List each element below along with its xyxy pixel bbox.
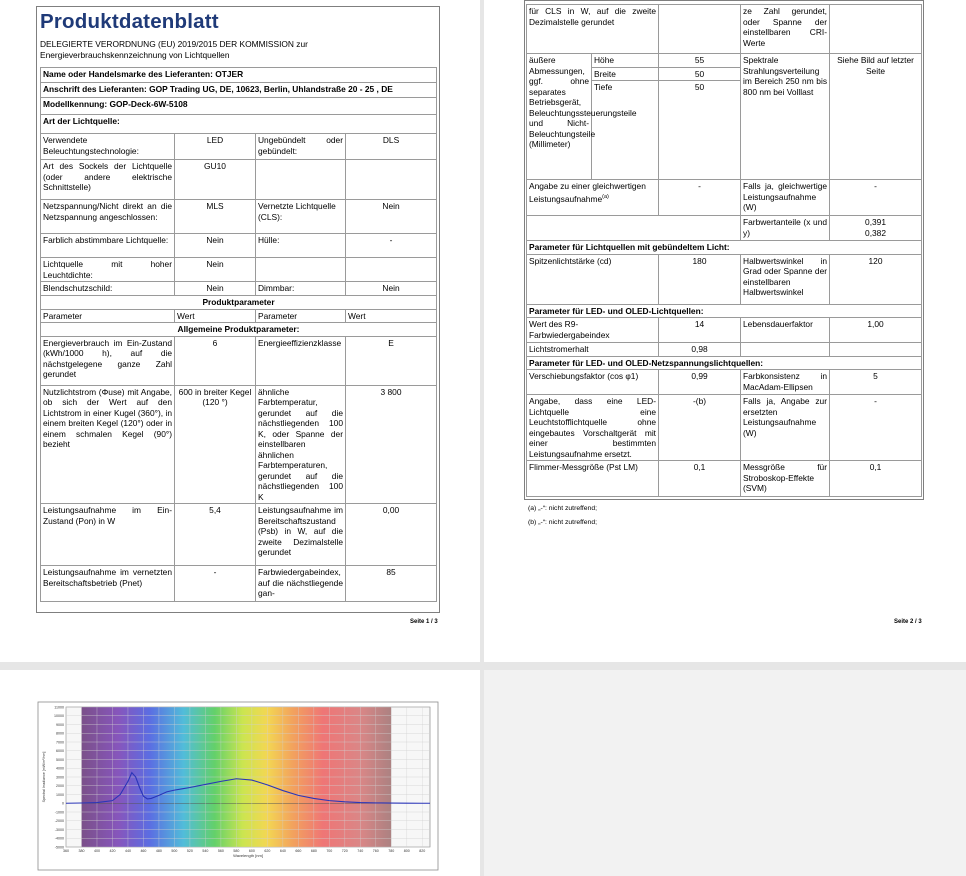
equivalent-watt-label: Falls ja, gleichwertige Leistungsaufnahme (W)	[741, 180, 830, 216]
footnote-b: (b) „-“: nicht zutreffend;	[528, 519, 598, 526]
x-tick-label: 420	[109, 849, 116, 853]
x-tick-label: 800	[403, 849, 410, 853]
anti-glare-label: Blendschutzschild:	[41, 282, 175, 296]
x-tick-label: 360	[63, 849, 69, 853]
y-tick-label: -3000	[54, 827, 64, 832]
directional-params-header: Parameter für Lichtquellen mit gebündeltem Licht:	[527, 241, 922, 255]
supplier-name: Name oder Handelsmarke des Lieferanten: OTJER	[41, 68, 437, 83]
networked-standby-label: Leistungsaufnahme im vernetzten Bereitschaftsbetrieb (Pnet)	[41, 566, 175, 602]
peak-intensity-value: 180	[659, 254, 741, 304]
x-tick-label: 820	[419, 849, 426, 853]
x-tick-label: 620	[264, 849, 271, 853]
y-tick-label: -1000	[54, 810, 64, 815]
dimensions-label: äußere Abmessungen, ggf. ohne separates Betriebsgerät, Beleuchtungssteuerungsteile und Nicht-Beleuchtungsteile (Millimeter)	[527, 54, 592, 180]
x-tick-label: 640	[279, 849, 286, 853]
survival-factor-label: Lebensdauerfaktor	[741, 318, 830, 343]
chromaticity-x: 0,391	[865, 217, 886, 227]
height-value: 55	[659, 54, 741, 68]
on-mode-power-value: 5,4	[175, 504, 256, 566]
product-parameters-header: Produktparameter	[41, 296, 437, 310]
x-tick-label: 780	[388, 849, 395, 853]
anti-glare-value: Nein	[175, 282, 256, 296]
dimmable-value: Nein	[346, 282, 437, 296]
x-tick-label: 480	[155, 849, 162, 853]
chromaticity-y: 0,382	[865, 227, 886, 238]
x-tick-label: 540	[202, 849, 209, 853]
tunable-label: Farblich abstimmbare Lichtquelle:	[41, 234, 175, 258]
stroboscopic-value: 0,1	[830, 461, 922, 497]
energy-consumption-value: 6	[175, 336, 256, 385]
y-tick-label: 6000	[56, 749, 64, 754]
fluorescent-replacement-label: Angabe, dass eine LED-Lichtquelle eine Leuchtstofflichtquelle ohne eingebautes Vorschaltgerät mit einer bestimmten Leistungsaufnahme ersetzt.	[527, 395, 659, 461]
x-tick-label: 720	[341, 849, 348, 853]
spectral-label: Spektrale Strahlungsverteilung im Bereich 250 nm bis 800 nm bei Volllast	[741, 54, 830, 180]
depth-label: Tiefe	[592, 81, 659, 180]
column-parameter-1: Parameter	[41, 309, 175, 323]
colour-consistency-value: 5	[830, 370, 922, 395]
survival-factor-value: 1,00	[830, 318, 922, 343]
dimmable-label: Dimmbar:	[256, 282, 346, 296]
directional-value: DLS	[346, 134, 437, 160]
x-tick-label: 520	[186, 849, 193, 853]
stroboscopic-label: Messgröße für Stroboskop-Effekte (SVM)	[741, 461, 830, 497]
flicker-label: Flimmer-Messgröße (Pst LM)	[527, 461, 659, 497]
chromaticity-label: Farbwertanteile (x und y)	[741, 216, 830, 241]
supplier-address: Anschrift des Lieferanten: GOP Trading UG, DE, 10623, Berlin, Uhlandstraße 20 - 25 , DE	[41, 83, 437, 98]
y-tick-label: 0	[62, 801, 64, 806]
energy-class-value: E	[346, 336, 437, 385]
lumen-maintenance-label: Lichtstromerhalt	[527, 343, 659, 357]
height-label: Höhe	[592, 54, 659, 68]
y-tick-label: -4000	[54, 836, 64, 841]
standby-power-label: Leistungsaufnahme im Bereitschaftszustand (Psb) in W, auf die zweite Dezimalstelle gerundet	[256, 504, 346, 566]
column-value-2: Wert	[346, 309, 437, 323]
x-tick-label: 380	[78, 849, 85, 853]
cri-value: 85	[346, 566, 437, 602]
networked-standby-value: -	[175, 566, 256, 602]
document-title: Produktdatenblatt	[40, 10, 219, 33]
r9-value: 14	[659, 318, 741, 343]
connected-label: Vernetzte Lichtquelle (CLS):	[256, 200, 346, 234]
useful-flux-value: 600 in breiter Kegel (120 °)	[175, 385, 256, 504]
cri-label: Farbwiedergabeindex, auf die nächstliegende gan-	[256, 566, 346, 602]
y-tick-label: 4000	[56, 766, 64, 771]
led-params-header: Parameter für LED- und OLED-Lichtquellen:	[527, 304, 922, 318]
x-tick-label: 460	[140, 849, 147, 853]
x-tick-label: 760	[372, 849, 379, 853]
column-value-1: Wert	[175, 309, 256, 323]
high-luminance-label: Lichtquelle mit hoher Leuchtdichte:	[41, 258, 175, 282]
x-tick-label: 440	[124, 849, 131, 853]
y-tick-label: -5000	[54, 845, 64, 850]
lighting-technology-label: Verwendete Beleuchtungstechnologie:	[41, 134, 175, 160]
light-source-type-header: Art der Lichtquelle:	[41, 115, 437, 134]
chromaticity-value	[830, 216, 922, 241]
lumen-maintenance-value: 0,98	[659, 343, 741, 357]
mains-led-params-header: Parameter für LED- und OLED-Netzspannungslichtquellen:	[527, 356, 922, 370]
equivalent-watt-value: -	[830, 180, 922, 216]
x-tick-label: 700	[326, 849, 333, 853]
y-tick-label: 7000	[56, 740, 64, 745]
x-tick-label: 500	[171, 849, 178, 853]
beam-angle-label: Halbwertswinkel in Grad oder Spanne der einstellbaren Halbwertswinkel	[741, 254, 830, 304]
flicker-value: 0,1	[659, 461, 741, 497]
standby-power-value: 0,00	[346, 504, 437, 566]
mains-value: MLS	[175, 200, 256, 234]
page-number-1: Seite 1 / 3	[410, 619, 438, 625]
energy-class-label: Energieeffizienzklasse	[256, 336, 346, 385]
x-tick-label: 740	[357, 849, 364, 853]
cap-type-value: GU10	[175, 160, 256, 200]
cri-continued: ze Zahl gerundet, oder Spanne der einstellbaren CRI-Werte	[741, 5, 830, 54]
page-2	[484, 0, 966, 662]
high-luminance-value: Nein	[175, 258, 256, 282]
colour-consistency-label: Farbkonsistenz in MacAdam-Ellipsen	[741, 370, 830, 395]
x-axis-label: Wavelength [nm]	[233, 853, 263, 858]
envelope-value: -	[346, 234, 437, 258]
y-tick-label: 5000	[56, 757, 64, 762]
directional-label: Ungebündelt oder gebündelt:	[256, 134, 346, 160]
model-identifier: Modellkennung: GOP-Deck-6W-5108	[41, 98, 437, 115]
energy-consumption-label: Energieverbrauch im Ein-Zustand (kWh/1000 h), auf die nächstgelegene ganze Zahl gerundet	[41, 336, 175, 385]
x-tick-label: 580	[233, 849, 240, 853]
width-value: 50	[659, 67, 741, 81]
envelope-label: Hülle:	[256, 234, 346, 258]
beam-angle-value: 120	[830, 254, 922, 304]
power-factor-label: Verschiebungsfaktor (cos φ1)	[527, 370, 659, 395]
footnote-a: (a) „-“: nicht zutreffend;	[528, 505, 598, 512]
y-tick-label: 9000	[56, 722, 64, 727]
equivalent-power-value: -	[659, 180, 741, 216]
spectrum-chart	[38, 702, 438, 870]
x-tick-label: 600	[248, 849, 255, 853]
document-header	[40, 8, 436, 60]
r9-label: Wert des R9-Farbwiedergabeindex	[527, 318, 659, 343]
peak-intensity-label: Spitzenlichtstärke (cd)	[527, 254, 659, 304]
on-mode-power-label: Leistungsaufnahme im Ein-Zustand (Pon) in W	[41, 504, 175, 566]
equivalent-power-label: Angabe zu einer gleichwertigen Leistungsaufnahme$^{(a)}$	[527, 180, 659, 216]
connected-value: Nein	[346, 200, 437, 234]
datasheet-table-page-1	[40, 67, 437, 602]
cct-value: 3 800	[346, 385, 437, 504]
useful-flux-label: Nutzlichtstrom (Φuse) mit Angabe, ob sich der Wert auf den Lichtstrom in einer Kugel (360°), in einem breiten Kegel (120°) oder in einem schmalen Kegel (90°) bezieht	[41, 385, 175, 504]
width-label: Breite	[592, 67, 659, 81]
regulation-text: DELEGIERTE VERORDNUNG (EU) 2019/2015 DER KOMMISSION zur Energieverbrauchskennzeichnung von Lichtquellen	[40, 39, 308, 60]
page-3	[0, 670, 480, 876]
page-4-blank	[484, 670, 966, 876]
depth-value: 50	[659, 81, 741, 180]
y-tick-label: 1000	[56, 792, 64, 797]
y-tick-label: 8000	[56, 731, 64, 736]
general-parameters-header: Allgemeine Produktparameter:	[41, 323, 437, 337]
x-tick-label: 560	[217, 849, 224, 853]
spectral-value: Siehe Bild auf letzter Seite	[830, 54, 922, 180]
page-number-2: Seite 2 / 3	[894, 619, 922, 625]
replaced-power-value: -	[830, 395, 922, 461]
y-tick-label: 2000	[56, 784, 64, 789]
tunable-value: Nein	[175, 234, 256, 258]
mains-label: Netzspannung/Nicht direkt an die Netzspannung angeschlossen:	[41, 200, 175, 234]
cls-standby-continued: für CLS in W, auf die zweite Dezimalstelle gerundet	[527, 5, 659, 54]
power-factor-value: 0,99	[659, 370, 741, 395]
fluorescent-replacement-value: -(b)	[659, 395, 741, 461]
x-tick-label: 680	[310, 849, 317, 853]
x-tick-label: 660	[295, 849, 302, 853]
y-tick-label: 11000	[54, 705, 64, 710]
column-parameter-2: Parameter	[256, 309, 346, 323]
replaced-power-label: Falls ja, Angabe zur ersetzten Leistungsaufnahme (W)	[741, 395, 830, 461]
y-tick-label: -2000	[54, 819, 64, 824]
page-1	[0, 0, 480, 662]
cap-type-label: Art des Sockels der Lichtquelle (oder andere elektrische Schnittstelle)	[41, 160, 175, 200]
lighting-technology-value: LED	[175, 134, 256, 160]
datasheet-table-page-2	[526, 4, 922, 497]
y-axis-label: Spectral Irradiance [mW/m²/nm]	[42, 751, 46, 803]
y-tick-label: 3000	[56, 775, 64, 780]
cct-label: ähnliche Farbtemperatur, gerundet auf die nächstliegenden 100 K, oder Spanne der einstellbaren ähnlichen Farbtemperaturen, gerundet auf die nächstliegenden 100 K	[256, 385, 346, 504]
x-tick-label: 400	[93, 849, 100, 853]
y-tick-label: 10000	[54, 714, 64, 719]
